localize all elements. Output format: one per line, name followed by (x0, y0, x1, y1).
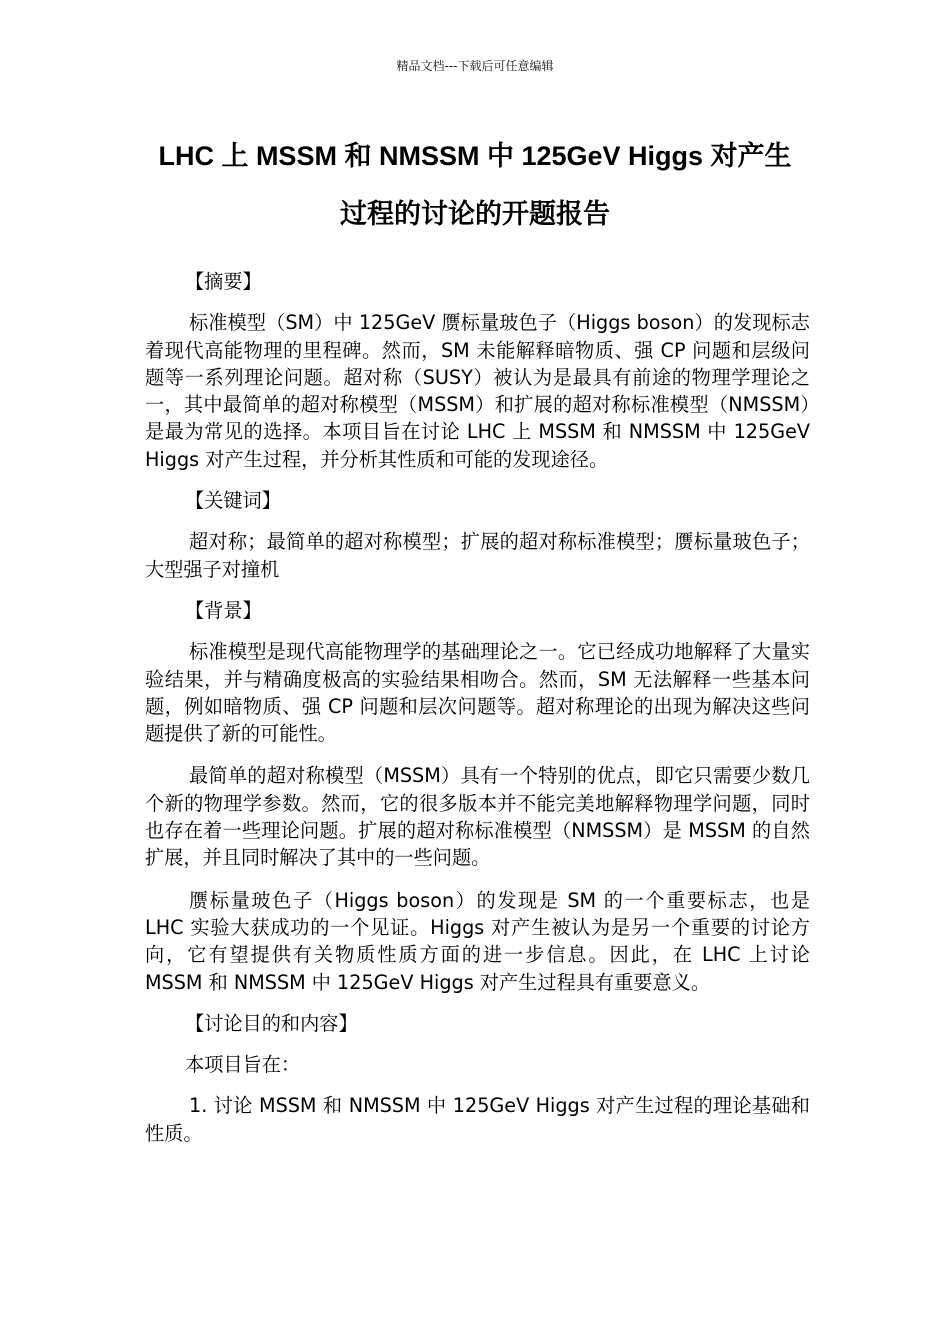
abstract-text: 标准模型（SM）中 125GeV 赝标量玻色子（Higgs boson）的发现标志着现代高能物理的里程碑。然而，SM 未能解释暗物质、强 CP 问题和层级问题等一系列理论问题。超对称（SUSY）被认为是最具有前途的物理学理论之一，其中最简单的超对称模型（MSSM）和扩展的超对称标准模型（NMSSM）是最为常见的选择。本项目旨在讨论 LHC 上 MSSM 和 NMSSM 中 125GeV Higgs 对产生过程，并分析其性质和可能的发现途径。 (145, 311, 810, 471)
document-body (145, 268, 810, 1147)
keywords-text: 超对称；最简单的超对称模型；扩展的超对称标准模型；赝标量玻色子；大型强子对撞机 (145, 530, 810, 581)
background-paragraph-2: 最简单的超对称模型（MSSM）具有一个特别的优点，即它只需要少数几个新的物理学参数。然而，它的很多版本并不能完美地解释物理学问题，同时也存在着一些理论问题。扩展的超对称标准模型（NMSSM）是 MSSM 的自然扩展，并且同时解决了其中的一些问题。 (145, 764, 810, 870)
background-heading: 【背景】 (185, 598, 262, 622)
title-line-2: 过程的讨论的开题报告 (340, 199, 610, 229)
title-line-1: LHC 上 MSSM 和 NMSSM 中 125GeV Higgs 对产生 (158, 141, 792, 171)
purpose-intro: 本项目旨在： (185, 1053, 301, 1077)
header-note: 精品文档---下载后可任意编辑 (396, 59, 554, 73)
background-paragraph-3: 赝标量玻色子（Higgs boson）的发现是 SM 的一个重要标志，也是 LHC 实验大获成功的一个见证。Higgs 对产生被认为是另一个重要的讨论方向，它有望提供有关物质性质方面的进一步信息。因此，在 LHC 上讨论 MSSM 和 NMSSM 中 125GeV Higgs 对产生过程具有重要意义。 (145, 888, 810, 994)
purpose-heading: 【讨论目的和内容】 (185, 1011, 358, 1035)
purpose-item-1: 1. 讨论 MSSM 和 NMSSM 中 125GeV Higgs 对产生过程的理论基础和性质。 (145, 1094, 810, 1145)
abstract-heading: 【摘要】 (185, 270, 262, 293)
keywords-heading: 【关键词】 (185, 489, 281, 513)
background-paragraph-1: 标准模型是现代高能物理学的基础理论之一。它已经成功地解释了大量实验结果，并与精确度极高的实验结果相吻合。然而，SM 无法解释一些基本问题，例如暗物质、强 CP 问题和层次问题等。超对称理论的出现为解决这些问题提供了新的可能性。 (145, 640, 810, 746)
